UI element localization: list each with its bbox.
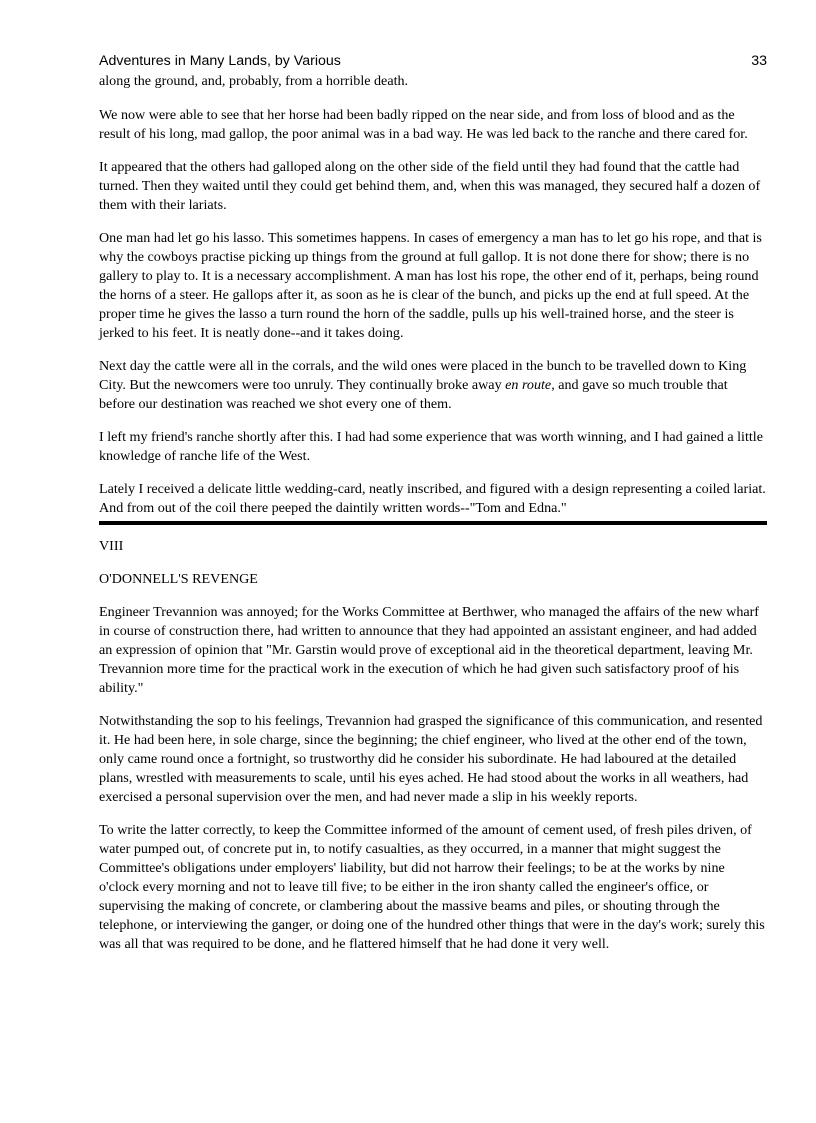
paragraph: One man had let go his lasso. This sometimes happens. In cases of emergency a man has to let go his rope, and that is why the cowboys practise picking up things from the ground at full gallop. It is not done there for show; there is no gallery to play to. It is a necessary accomplishment. A man has lost his rope, the other end of it, perhaps, being round the horns of a steer. He gallops after it, as soon as he is clear of the bunch, and picks up the end at full speed. At the proper time he gives the lasso a turn round the horn of the saddle, pulls up his well-trained horse, and the steer is jerked to his feet. It is neatly done--and it takes doing. — [99, 230, 762, 341]
book-title: Adventures in Many Lands, by Various — [99, 53, 341, 69]
paragraph: It appeared that the others had galloped along on the other side of the field until they had found that the cattle had turned. Then they waited until they could get behind them, and, when this was managed, they secured half a dozen of them with their lariats. — [99, 159, 761, 213]
paragraph: Notwithstanding the sop to his feelings, Trevannion had grasped the significance of this communication, and resented it. He had been here, in sole charge, since the beginning; the chief engineer, who lived at the other end of the town, only came round once a fortnight, so trustworthy did he consider his subordinate. He had laboured at the detailed plans, wrestled with measurements to scale, until his eyes ached. He had stood about the works in all weathers, had exercised a personal supervision over the men, and had never made a slip in his weekly reports. — [99, 713, 763, 805]
document-page — [99, 52, 767, 968]
paragraph: To write the latter correctly, to keep the Committee informed of the amount of cement used, of fresh piles driven, of water pumped out, of concrete put in, to notify casualties, as they occurred, in a manner that might suggest the Committee's obligations under employers' liability, but did not harrow their feelings; to be at the works by nine o'clock every morning and not to leave till five; to be either in the iron shanty called the engineer's office, or supervising the making of concrete, or clambering about the massive beams and piles, or shouting through the telephone, or interviewing the ganger, or doing one of the hundred other things that were in the day's work; surely this was all that was required to be done, and he flattered himself that he had done it very well. — [99, 822, 765, 952]
paragraph: I left my friend's ranche shortly after this. I had had some experience that was worth winning, and I had gained a little knowledge of ranche life of the West. — [99, 429, 763, 464]
paragraph: Engineer Trevannion was annoyed; for the Works Committee at Berthwer, who managed the affairs of the new wharf in course of construction there, had written to announce that they had appointed an assistant engineer, and had added an expression of opinion that "Mr. Garstin would prove of exceptional aid in the theoretical department, leaving Mr. Trevannion more time for the practical work in the execution of which he had given such satisfactory proof of his ability." — [99, 604, 760, 696]
page-body — [99, 72, 767, 954]
paragraph — [99, 357, 767, 414]
page-header — [99, 52, 767, 72]
chapter-title: O'DONNELL'S REVENGE — [99, 571, 258, 587]
paragraph: We now were able to see that her horse had been badly ripped on the near side, and from loss of blood and as the result of his long, mad gallop, the poor animal was in a bad way. He was led back to the ranche and there cared for. — [99, 107, 748, 142]
paragraph: Lately I received a delicate little wedding-card, neatly inscribed, and figured with a design representing a coiled lariat. And from out of the coil there peeped the daintily written words--"Tom and Edna." — [99, 481, 766, 516]
page-number: 33 — [751, 53, 767, 69]
section-divider — [99, 521, 767, 525]
text-span: Next day the cattle were all in the corrals, and the wild ones were placed in the bunch to be travelled down to King City. But the newcomers were too unruly. They continually broke away — [99, 358, 747, 393]
paragraph: along the ground, and, probably, from a horrible death. — [99, 73, 409, 89]
text-span: , and gave so much trouble that before our destination was reached we shot every one of them. — [99, 377, 728, 412]
chapter-number: VIII — [99, 538, 124, 554]
italic-text: en route — [505, 377, 552, 393]
